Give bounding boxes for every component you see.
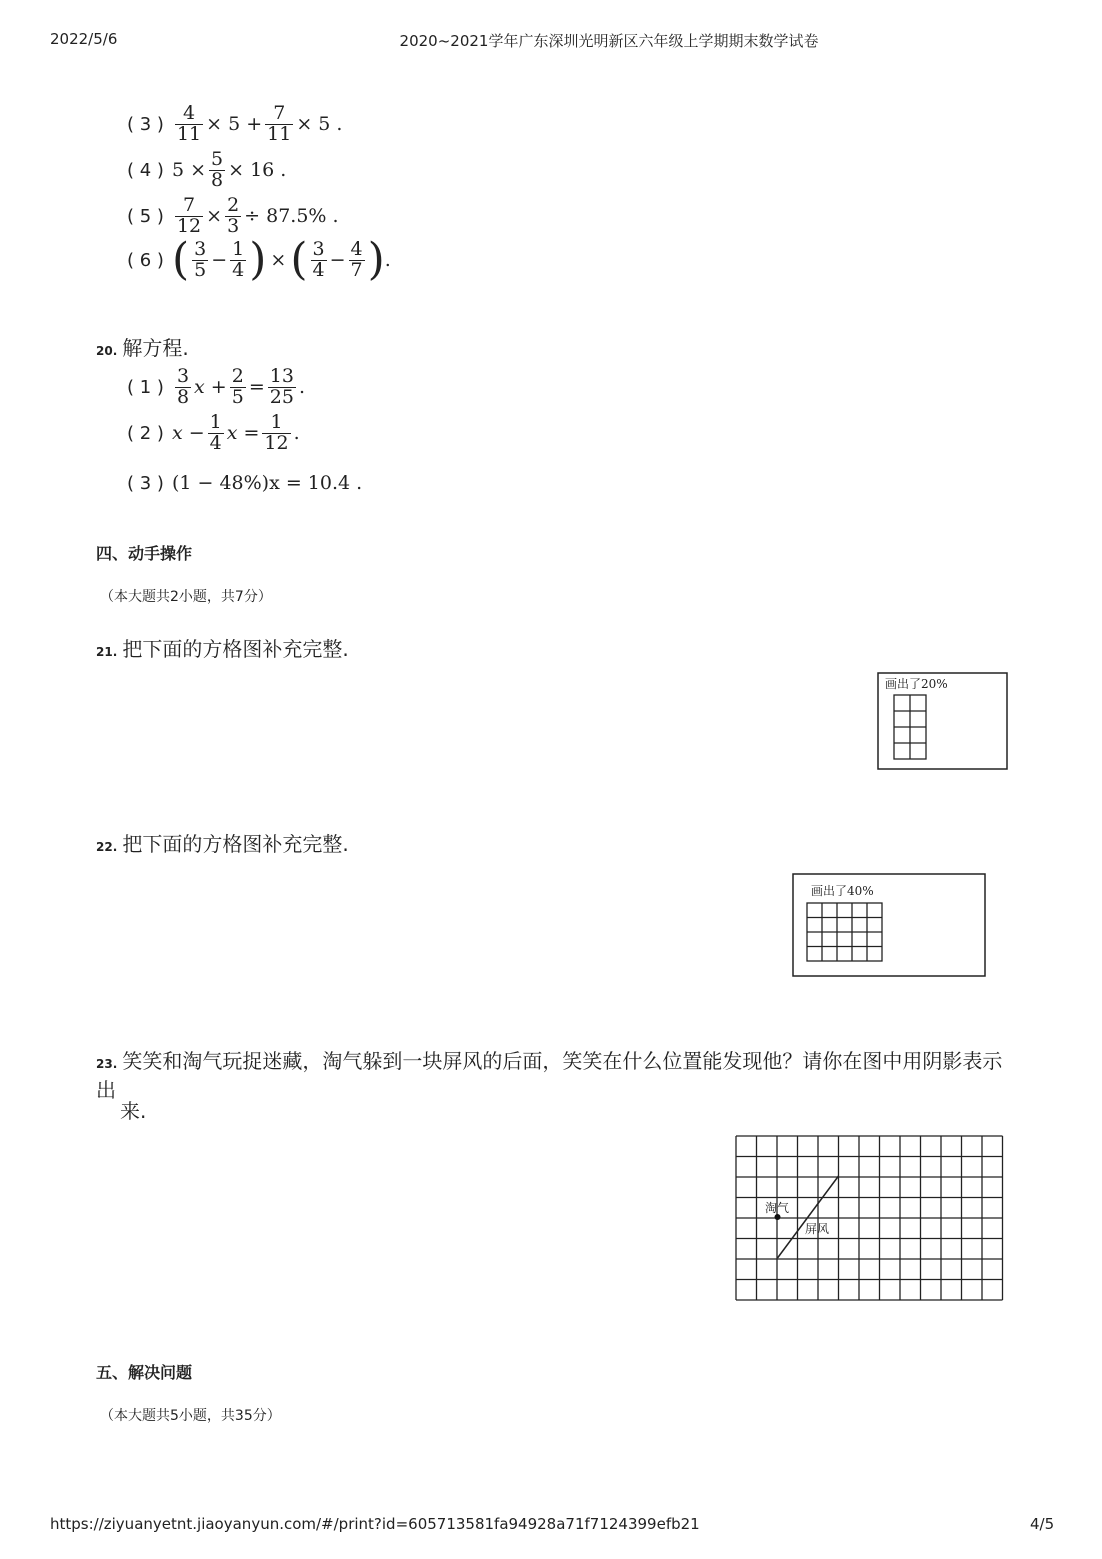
operator: ÷ 87.5% . (244, 205, 339, 228)
screen-line (778, 1176, 839, 1258)
q23-header (96, 1045, 1016, 1103)
fraction: $\frac{5}{8}$ (211, 148, 224, 191)
question-text: 解方程. (122, 336, 189, 360)
question-number: 22. (96, 840, 118, 854)
question-text: 笑笑和淘气玩捉迷藏，淘气躲到一块屏风的后面，笑笑在什么位置能发现他？请你在图中用阴影表示出 (96, 1049, 1003, 1102)
section-note: （本大题共5小题，共35分） (100, 1408, 281, 1424)
item-label: ( 3 ) (127, 113, 164, 135)
figure-label: 画出了40% (811, 884, 874, 898)
operator: − (211, 249, 228, 271)
q19-item-4 (127, 150, 286, 191)
fraction: $\frac{4}{11}$ (176, 102, 202, 145)
q20-item-3 (127, 472, 362, 494)
item-label: ( 4 ) (127, 159, 164, 181)
operator: . (384, 249, 391, 271)
fraction: $\frac{7}{11}$ (267, 102, 292, 145)
operator: − (329, 249, 346, 271)
operator: . (293, 422, 300, 445)
fraction: $\frac{3}{4}$ (312, 237, 325, 281)
fraction: $\frac{7}{12}$ (176, 194, 202, 237)
left-paren: ( (290, 234, 308, 285)
question-number: 21. (96, 645, 118, 659)
item-label: ( 1 ) (127, 376, 164, 398)
q22-header (96, 828, 349, 857)
taoqi-label: 淘气 (765, 1201, 790, 1215)
operator: × (206, 205, 223, 228)
operator: x − (171, 422, 205, 445)
left-paren: ( (171, 234, 190, 285)
page-url-link[interactable]: https://ziyuanyetnt.jiaoyanyun.com/#/print?id=605713581fa94928a71f7124399efb21 (50, 1515, 700, 1533)
equation: (1 − 48%)x = 10.4 . (171, 472, 363, 494)
question-number: 20. (96, 344, 118, 358)
operator: = (248, 376, 265, 399)
right-paren: ) (367, 234, 385, 285)
small-grid (807, 903, 882, 961)
fraction: $\frac{1}{4}$ (232, 237, 245, 281)
item-label: ( 6 ) (127, 249, 164, 271)
q22-grid-figure (792, 873, 987, 978)
fraction: $\frac{3}{5}$ (194, 237, 207, 281)
fraction: $\frac{1}{4}$ (209, 411, 222, 454)
fraction: $\frac{13}{25}$ (269, 365, 294, 408)
fraction: $\frac{2}{5}$ (231, 365, 244, 408)
q19-item-3 (127, 104, 342, 145)
fraction: $\frac{4}{7}$ (350, 237, 363, 281)
item-label: ( 2 ) (127, 422, 164, 444)
operator: 5 × (171, 159, 207, 182)
question-text: 把下面的方格图补充完整. (122, 637, 349, 661)
q20-item-2 (127, 413, 300, 454)
item-label: ( 5 ) (127, 205, 164, 227)
operator: × 16 . (228, 159, 287, 182)
q19-item-5 (127, 196, 339, 237)
question-number: 23. (96, 1057, 118, 1071)
figure-label: 画出了20% (885, 677, 948, 691)
section-note: （本大题共2小题，共7分） (100, 589, 272, 605)
q21-header (96, 633, 349, 662)
operator: x = (226, 422, 260, 445)
section-title: 五、解决问题 (96, 1363, 193, 1382)
q19-item-6 (127, 234, 391, 285)
question-text-continued: 来. (120, 1099, 147, 1123)
operator: × 5 . (296, 113, 343, 136)
operator: × (270, 249, 287, 271)
q23-hide-seek-grid (734, 1134, 1008, 1304)
fraction: $\frac{1}{12}$ (264, 411, 289, 454)
q20-header (96, 332, 189, 361)
operator: x + (194, 376, 227, 399)
item-label: ( 3 ) (127, 472, 164, 494)
fraction: $\frac{2}{3}$ (227, 194, 240, 237)
small-grid (894, 695, 926, 759)
operator: . (298, 376, 305, 399)
question-text: 把下面的方格图补充完整. (122, 832, 349, 856)
right-paren: ) (249, 234, 267, 285)
q21-grid-figure (877, 672, 1008, 771)
q20-item-1 (127, 367, 305, 408)
document-title: 2020~2021学年广东深圳光明新区六年级上学期期末数学试卷 (399, 32, 819, 50)
operator: × 5 + (206, 113, 263, 136)
fraction: $\frac{3}{8}$ (176, 365, 190, 408)
section-title: 四、动手操作 (96, 544, 193, 563)
screen-label: 屏风 (805, 1222, 830, 1236)
page-number: 4/5 (1030, 1515, 1055, 1533)
print-date: 2022/5/6 (50, 30, 118, 48)
